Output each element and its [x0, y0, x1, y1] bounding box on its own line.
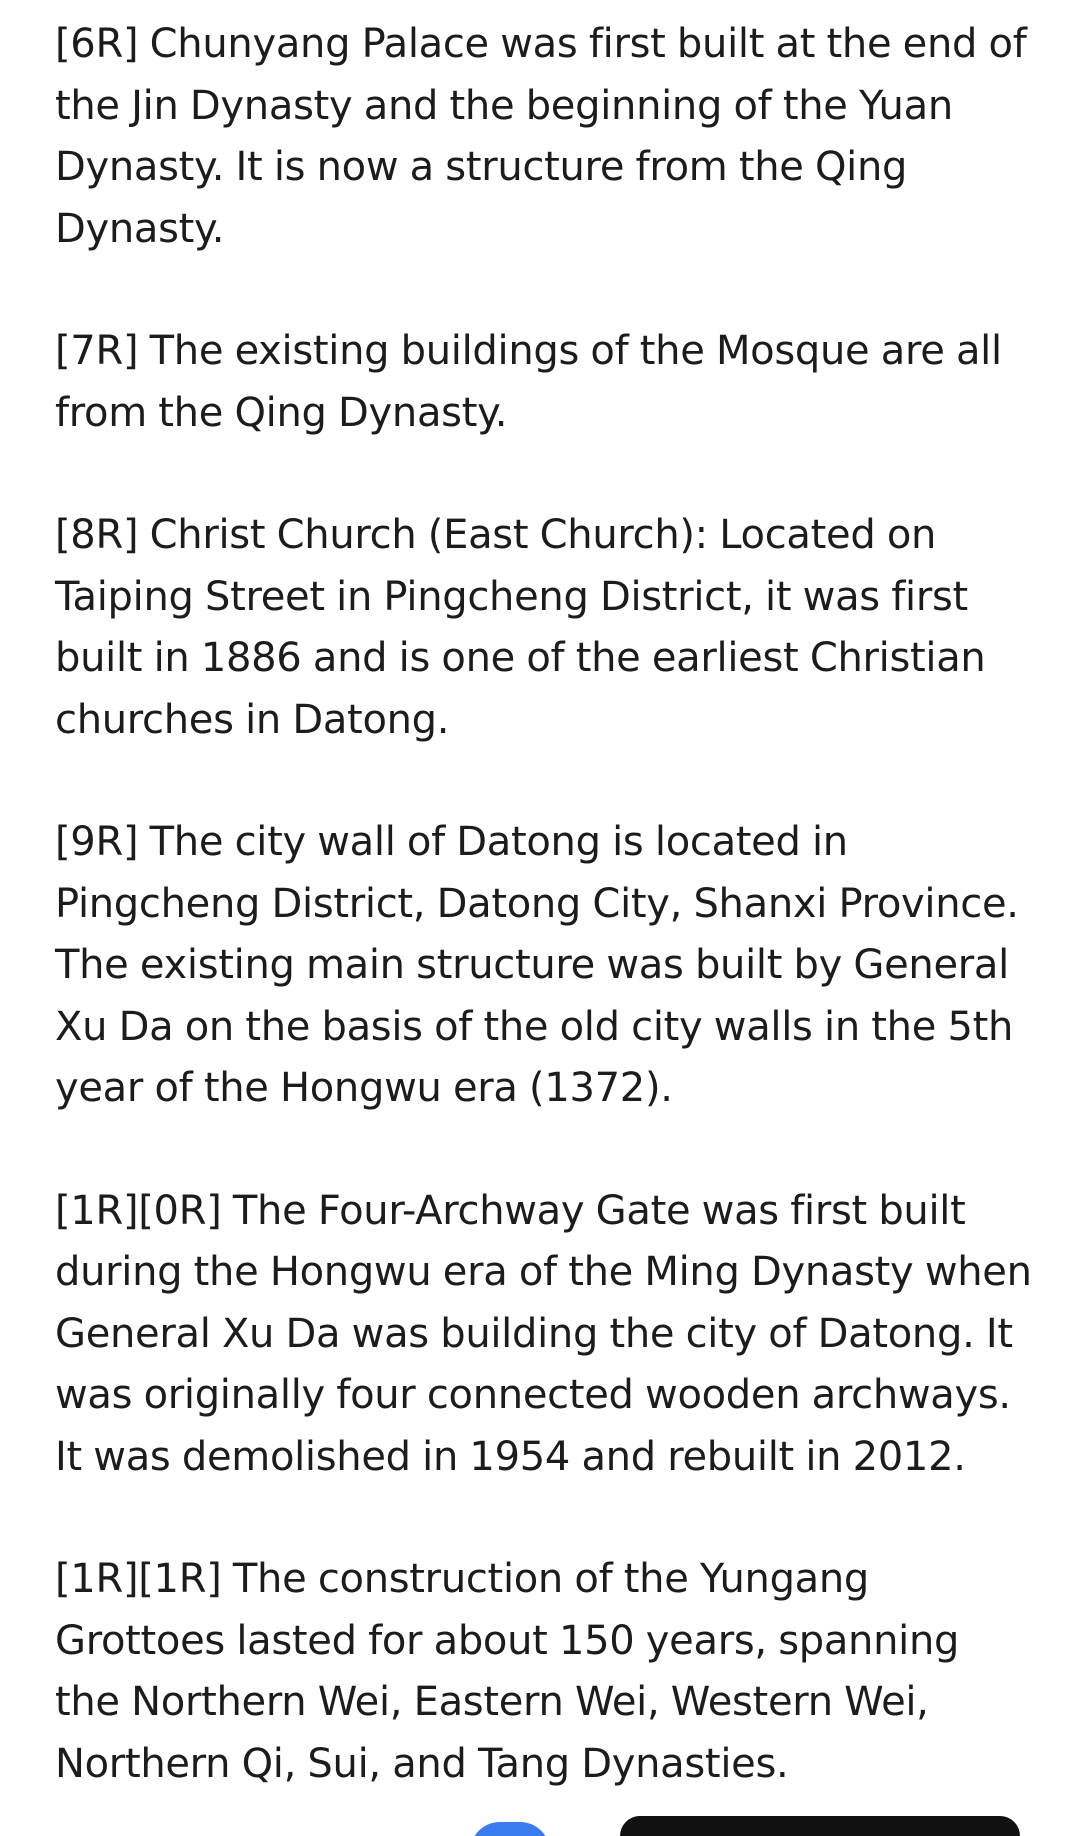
paragraph-four-archway-gate: [1R][0R] The Four-Archway Gate was first built during the Hongwu era of the Ming Dynasty when General Xu Da was building the city of Datong. It was originally four connected wooden archways. It was demolished in 1954 and rebuilt in 2012.	[55, 1187, 1032, 1480]
paragraph-mosque: [7R] The existing buildings of the Mosque are all from the Qing Dynasty.	[55, 328, 1002, 436]
floating-action-button[interactable]	[470, 1822, 550, 1836]
article-body	[55, 14, 1035, 1795]
paragraph-city-wall: [9R] The city wall of Datong is located in Pingcheng District, Datong City, Shanxi Province. The existing main structure was built by General Xu Da on the basis of the old city walls in the 5th year of the Hongwu era (1372).	[55, 819, 1019, 1111]
paragraph-chunyang-palace: [6R] Chunyang Palace was first built at the end of the Jin Dynasty and the beginning of the Yuan Dynasty. It is now a structure from the Qing Dynasty.	[55, 21, 1027, 252]
paragraph-yungang-grottoes: [1R][1R] The construction of the Yungang Grottoes lasted for about 150 years, spanning the Northern Wei, Eastern Wei, Western Wei, Northern Qi, Sui, and Tang Dynasties.	[55, 1556, 960, 1787]
paragraph-christ-church: [8R] Christ Church (East Church): Located on Taiping Street in Pingcheng District, it was first built in 1886 and is one of the earliest Christian churches in Datong.	[55, 512, 986, 743]
bottom-sheet-handle[interactable]	[620, 1816, 1020, 1836]
